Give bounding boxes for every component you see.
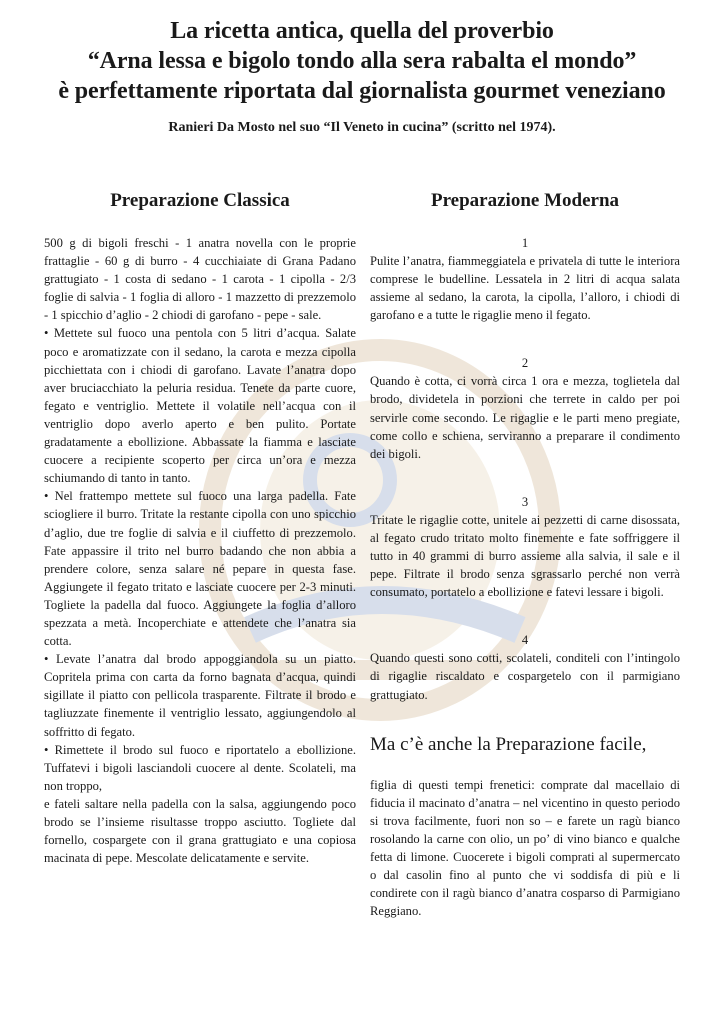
step-text: Pulite l’anatra, fiammeggiatela e privatela di tutte le interiora comprese le budelline. Lessatela in 2 litri di acqua salata assieme al sedano, la carota, la cipolla, l’alloro, i chiodi di garofano e a tutte le rigaglie meno il fegato. xyxy=(370,254,680,323)
classic-step: • Nel frattempo mettete sul fuoco una larga padella. Fate sciogliere il burro. Tritate la restante cipolla con uno spicchio d’aglio, due tre foglie di salvia e il ciuffetto di prezzemolo. Fate appassire il trito nel burro badando che non abbia a prendere colore, senza salare né pepare in questa fase. Aggiungete il fegato tritato e lasciate cuocere per 2-3 minuti. Togliete la padella dal fuoco. Aggiungete la foglia d’alloro spezzata a metà. Incoperchiate e attendete che l’anatra sia cotta. xyxy=(44,489,356,649)
classic-title: Preparazione Classica xyxy=(110,190,290,211)
easy-title: Ma c’è anche la Preparazione facile, xyxy=(370,733,647,755)
header xyxy=(0,0,724,136)
modern-column xyxy=(370,190,680,920)
modern-step xyxy=(370,234,680,324)
title-line-3: è perfettamente riportata dal giornalista gourmet veneziano xyxy=(58,78,666,104)
step-text: Quando è cotta, ci vorrà circa 1 ora e mezza, toglietela dal brodo, dividetela in porzioni che terrete in caldo per poi servirle come secondo. Le rigaglie e le parti meno pregiate, come collo e schiena, serviranno a preparare il condimento dei bigoli. xyxy=(370,374,680,461)
classic-step: e fateli saltare nella padella con la salsa, aggiungendo poco brodo se l’insieme risultasse troppo asciutto. Togliete dal fornello, cospargete con il grana grattugiato e una copiosa macinata di pepe. Mescolate delicatamente e servite. xyxy=(44,796,356,866)
classic-step: • Mettete sul fuoco una pentola con 5 litri d’acqua. Salate poco e aromatizzate con il sedano, la carota e mezza cipolla picchiettata con i chiodi di garofano. Lavate l’anatra dopo aver bruciacchiato la peluria residua. Tenete da parte cuore, fegato e ventriglio. Mettete il volatile nell’acqua con il ventriglio dopo averlo aperto e ben pulito. Portate gradatamente a ebollizione. Abbassate la fiamma e lasciate cuocere a recipiente scoperto per circa un’ora e mezza schiumando di tanto in tanto. xyxy=(44,326,356,486)
classic-column xyxy=(44,190,356,920)
subtitle: Ranieri Da Mosto nel suo “Il Veneto in cucina” (scritto nel 1974). xyxy=(168,120,556,135)
step-number: 3 xyxy=(521,494,529,509)
step-text: Quando questi sono cotti, scolateli, conditeli con l’intingolo di rigaglie riscaldato e cospargetelo con il parmigiano grattugiato. xyxy=(370,651,680,702)
modern-title: Preparazione Moderna xyxy=(430,190,620,211)
easy-text: figlia di questi tempi frenetici: comprate dal macellaio di fiducia il macinato d’anatra – nel vicentino in questo periodo si trova facilmente, fuori non so – e farete un ragù bianco rosolando la carne con olio, un po’ di vino bianco e qualche fetta di limone. Cuocerete i bigoli comprati al supermercato o dal casolin fino al punto che vi soddisfa di più e li condirete con il ragù bianco d’anatra cosparso di Parmigiano Reggiano. xyxy=(370,777,680,919)
title-line-1: La ricetta antica, quella del proverbio xyxy=(170,18,554,44)
modern-step xyxy=(370,493,680,601)
classic-step: • Rimettete il brodo sul fuoco e riportatelo a ebollizione. Tuffatevi i bigoli lasciandoli cuocere al dente. Scolateli, ma non troppo, xyxy=(44,742,356,793)
content-columns xyxy=(44,190,680,920)
modern-step xyxy=(370,631,680,703)
step-number: 1 xyxy=(521,236,529,250)
step-text: Tritate le rigaglie cotte, unitele ai pezzetti di carne disossata, al fegato crudo tritato molto finemente e fate soffriggere il tutto in 40 grammi di burro assieme alla salvia, il sale e il pepe. Filtrate il brodo senza sgrassarlo perché non verrà consumato, portatelo a ebollizione e fatevi lessare i bigoli. xyxy=(370,512,680,600)
modern-step xyxy=(370,354,680,462)
title-line-2: “Arna lessa e bigolo tondo alla sera rabalta el mondo” xyxy=(87,48,637,74)
classic-ingredients: 500 g di bigoli freschi - 1 anatra novella con le proprie frattaglie - 60 g di burro - 4 cucchiaiate di Grana Padano grattugiato - 1 costa di sedano - 1 carota - 1 cipolla - 2/3 foglie di salvia - 1 foglia di alloro - 1 mazzetto di prezzemolo - 1 spicchio d’aglio - 2 chiodi di garofano - pepe - sale. xyxy=(44,236,356,323)
step-number: 4 xyxy=(521,633,529,648)
step-number: 2 xyxy=(521,356,529,371)
classic-step: • Levate l’anatra dal brodo appoggiandola su un piatto. Copritela prima con carta da forno bagnata d’acqua, quindi sigillate il piatto con pellicola trasparente. Filtrate il brodo e tagliuzzate finemente il ventriglio lessato, aggiungendolo al soffritto di fegato. xyxy=(44,652,356,739)
